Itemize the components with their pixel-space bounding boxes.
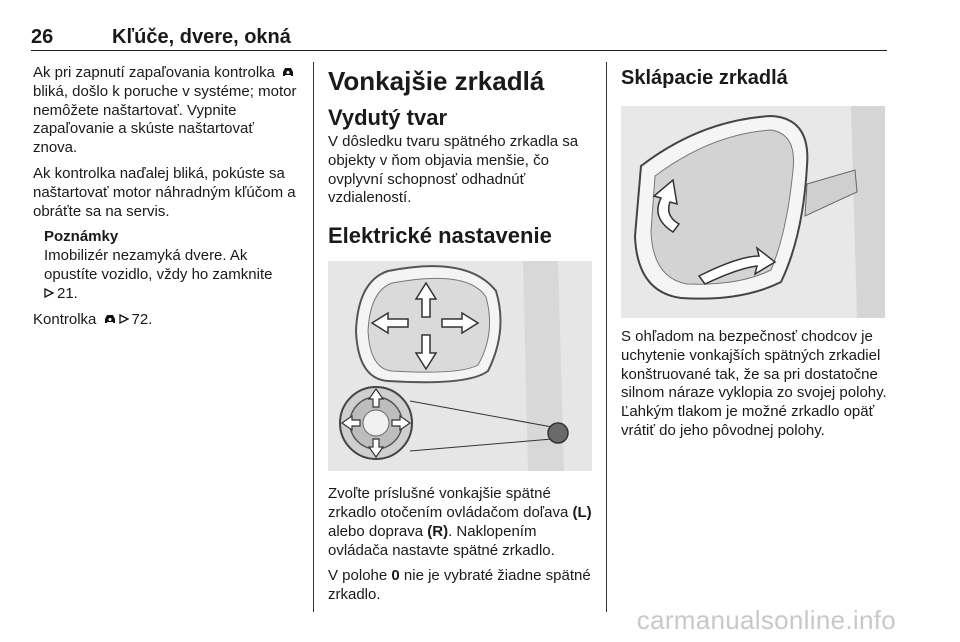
arrow-reference-icon (44, 288, 54, 298)
car-key-icon (104, 313, 116, 325)
note-heading: Poznámky (44, 228, 119, 246)
subsection-heading-convex: Vydutý tvar (328, 105, 448, 130)
arrow-reference-icon (119, 314, 129, 324)
subsection-heading-electric: Elektrické nastavenie (328, 223, 552, 249)
note-box (44, 228, 301, 303)
column-1 (33, 64, 301, 336)
mirror-control-illustration (328, 261, 592, 471)
paragraph-service: Ak kontrolka naďalej bliká, pokúste sa naštartovať motor náhradným kľúčom a obráťte sa na servis. (33, 164, 296, 220)
column-2 (328, 64, 592, 612)
page-number: 26 (31, 26, 54, 48)
page-ref-link[interactable]: 21. (57, 284, 78, 302)
paragraph-convex: V dôsledku tvaru spätného zrkadla sa objekty v ňom objavia menšie, čo ovplyvní schopnosť odhadnúť vzdialeností. (328, 133, 579, 207)
car-key-icon (282, 66, 294, 78)
paragraph-kontrolka: Kontrolka 72. (33, 310, 153, 328)
paragraph-position-zero: V polohe 0 nie je vybraté žiadne spätné zrkadlo. (328, 567, 591, 604)
section-heading: Vonkajšie zrkadlá (328, 66, 545, 96)
paragraph-warning: Ak pri zapnutí zapaľovania kontrolka bliká, došlo k poruche v systéme; motor nemôžete naštartovať. Vypnite zapaľovanie a skúste naštartovať znova. (33, 64, 297, 157)
paragraph-folding: S ohľadom na bezpečnosť chodcov je uchytenie vonkajších spätných zrkadiel konštruované tak, že sa pri dostatočne silnom náraze vyklopia zo svojej polohy. Ľahkým tlakom je možné zrkadlo opäť vrátiť do jeho pôvodnej polohy. (621, 328, 887, 439)
page-title: Kľúče, dvere, okná (112, 26, 291, 48)
column-divider (313, 62, 314, 612)
section-heading-folding: Sklápacie zrkadlá (621, 67, 788, 89)
note-text: Imobilizér nezamyká dvere. Ak opustíte vozidlo, vždy ho zamknite 21. (44, 247, 273, 302)
watermark: carmanualsonline.info (636, 605, 896, 635)
page-header (31, 24, 887, 51)
column-3 (621, 64, 887, 448)
column-divider (606, 62, 607, 612)
paragraph-electric: Zvoľte príslušné vonkajšie spätné zrkadlo otočením ovládačom doľava (L) alebo doprava (R). Naklopením ovládača nastavte spätné zrkadlo. (328, 485, 592, 559)
page-ref-link[interactable]: 72. (131, 310, 153, 328)
folding-mirror-illustration (621, 106, 885, 318)
